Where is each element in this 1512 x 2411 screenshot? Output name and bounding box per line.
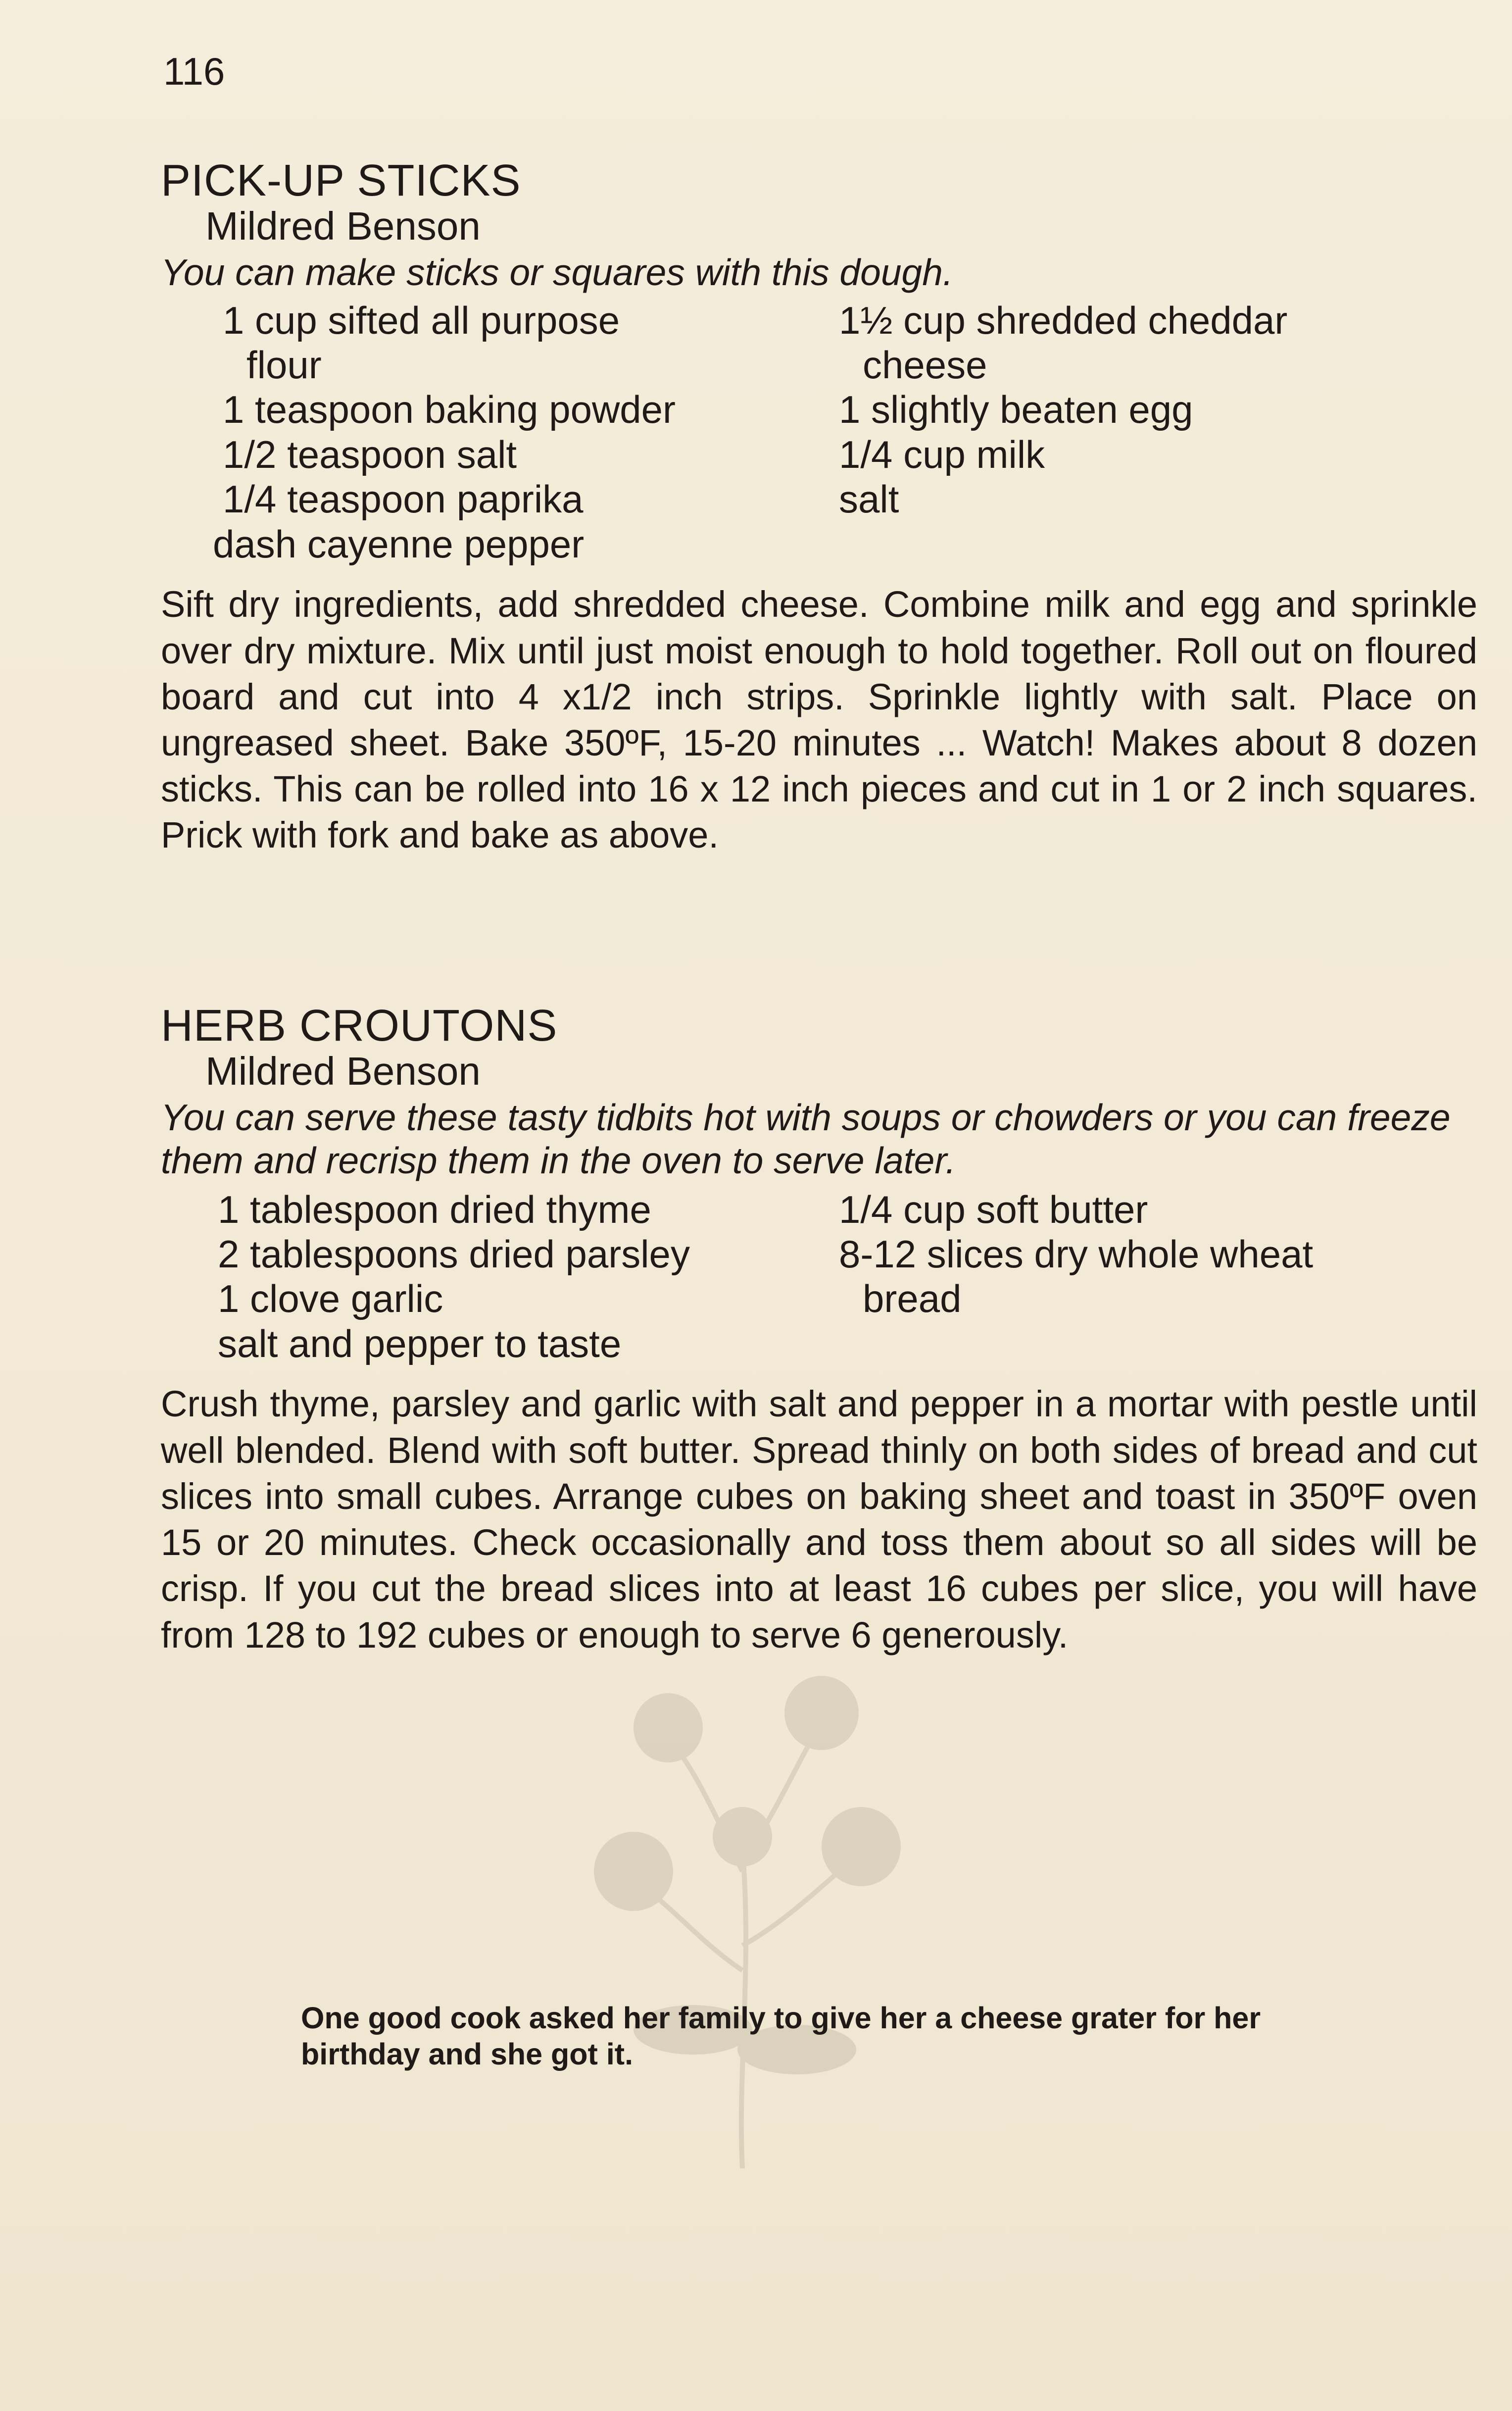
ingredient-item: 1/2 teaspoon salt	[223, 432, 517, 476]
ingredient-item: cheese	[863, 343, 987, 387]
ingredient-item: 1½ cup shredded cheddar	[839, 298, 1288, 342]
ingredient-item: 1 teaspoon baking powder	[223, 388, 676, 432]
ingredient-list	[161, 298, 1477, 567]
ingredient-item: salt and pepper to taste	[218, 1321, 622, 1365]
ingredient-item: 1 clove garlic	[218, 1277, 443, 1321]
ingredient-item: salt	[839, 477, 899, 521]
ingredient-item: 1 cup sifted all purpose	[223, 298, 620, 342]
ingredient-column-right	[839, 1187, 1433, 1366]
ingredient-item: 1 slightly beaten egg	[839, 388, 1193, 432]
ingredient-list	[161, 1187, 1477, 1366]
ingredient-column-left	[161, 298, 839, 567]
recipe-author: Mildred Benson	[205, 203, 481, 248]
recipe-herb-croutons	[161, 1003, 1477, 1658]
ingredient-item: bread	[863, 1277, 962, 1321]
ingredient-item: 1/4 teaspoon paprika	[223, 477, 584, 521]
recipe-title: PICK-UP STICKS	[161, 156, 521, 205]
ingredient-item: 1 tablespoon dried thyme	[218, 1187, 651, 1231]
herb-illustration	[520, 1624, 965, 2178]
ingredient-item: 8-12 slices dry whole wheat	[839, 1232, 1314, 1276]
recipe-intro: You can serve these tasty tidbits hot with soups or chowders or you can freeze them and recrisp them in the oven to serve later.	[161, 1096, 1451, 1181]
ingredient-item: dash cayenne pepper	[213, 522, 585, 566]
footnote: One good cook asked her family to give her a cheese grater for her birthday and she got it.	[301, 2001, 1261, 2071]
recipe-pick-up-sticks	[161, 157, 1477, 858]
recipe-directions: Crush thyme, parsley and garlic with salt and pepper in a mortar with pestle until well blended. Blend with soft butter. Spread thinly on both sides of bread and cut slices into small cubes. Arrange cubes on baking sheet and toast in 350ºF oven 15 or 20 minutes. Check occasionally and toss them about so all sides will be crisp. If you cut the bread slices into at least 16 cubes per slice, you will have from 128 to 192 cubes or enough to serve 6 generously.	[161, 1383, 1477, 1656]
page-number: 116	[163, 50, 225, 93]
ingredient-item: flour	[246, 343, 322, 387]
ingredient-column-left	[161, 1187, 839, 1366]
ingredient-item: 2 tablespoons dried parsley	[218, 1232, 690, 1276]
recipe-directions: Sift dry ingredients, add shredded cheese. Combine milk and egg and sprinkle over dry mixture. Mix until just moist enough to hold together. Roll out on floured board and cut into 4 x1/2 inch strips. Sprinkle lightly with salt. Place on ungreased sheet. Bake 350ºF, 15-20 minutes ... Watch! Makes about 8 dozen sticks. This can be rolled into 16 x 12 inch pieces and cut in 1 or 2 inch squares. Prick with fork and bake as above.	[161, 584, 1477, 856]
recipe-intro: You can make sticks or squares with this dough.	[161, 251, 953, 293]
ingredient-item: 1/4 cup milk	[839, 432, 1045, 476]
recipe-author: Mildred Benson	[205, 1049, 481, 1093]
recipe-title: HERB CROUTONS	[161, 1001, 558, 1051]
ingredient-column-right	[839, 298, 1433, 567]
ingredient-item: 1/4 cup soft butter	[839, 1187, 1148, 1231]
